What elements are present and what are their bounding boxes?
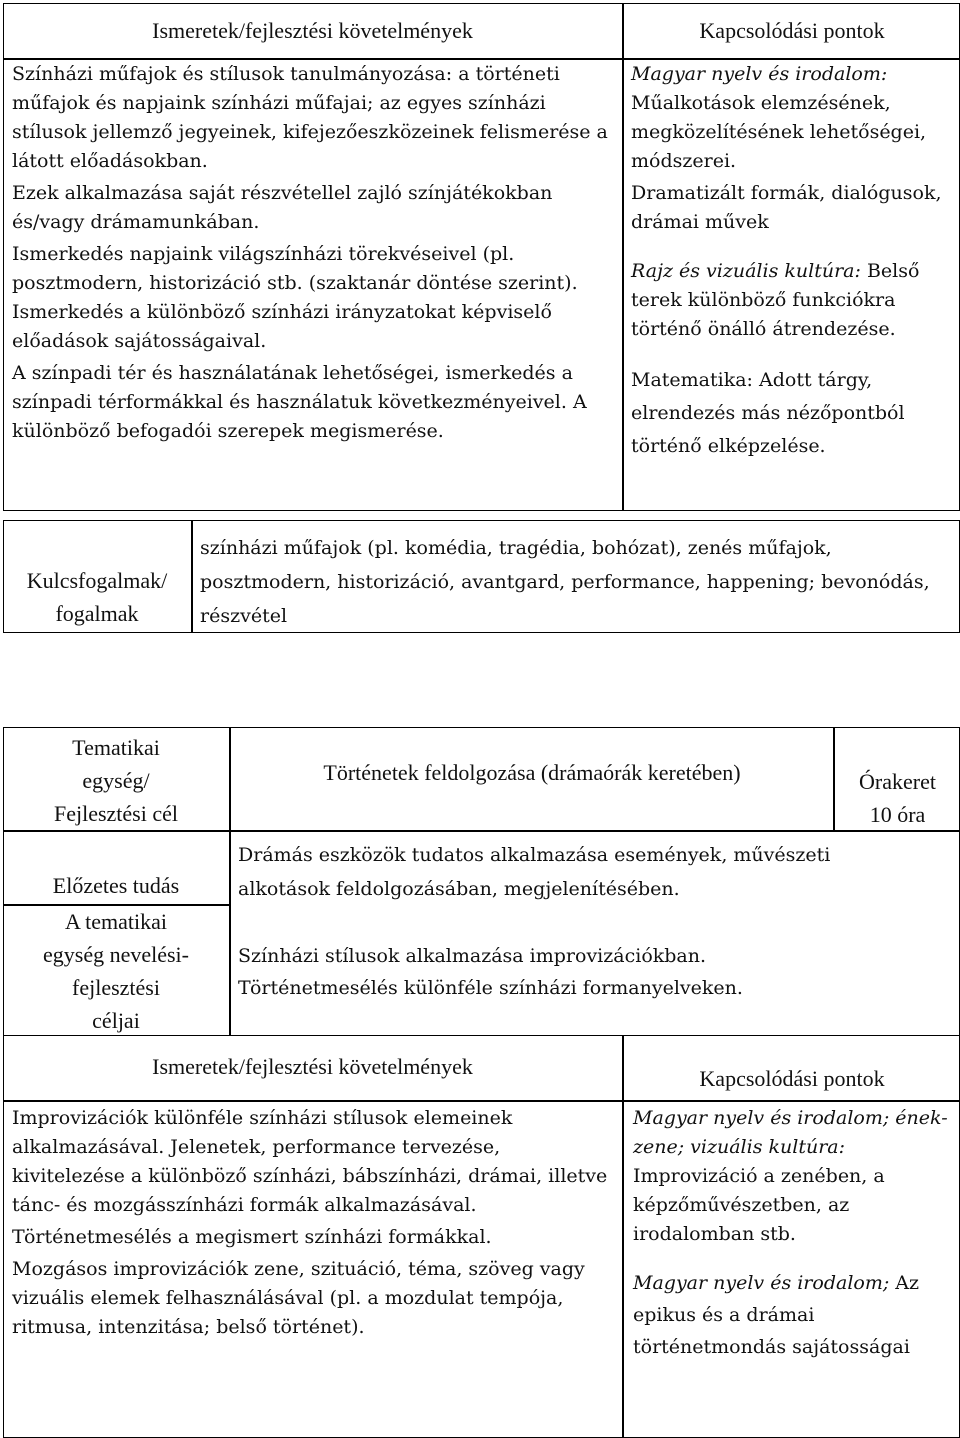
connection-item	[631, 179, 955, 237]
section2-left-header: Ismeretek/fejlesztési követelmények	[152, 1054, 473, 1079]
goals-label-line: fejlesztési	[72, 975, 160, 1000]
unit-label	[3, 731, 229, 830]
goals-text	[238, 940, 938, 1004]
requirement-paragraph: A színpadi tér és használatának lehetőségei, ismerkedés a színpadi térformákkal és használatuk következményeivel. A különböző befogadói szerepek megismerése.	[12, 362, 587, 442]
connection-subject: Matematika:	[631, 369, 753, 391]
requirement-paragraph: Ezek alkalmazása saját részvétellel zajló színjátékokban és/vagy drámamunkában.	[12, 182, 553, 233]
keywords-text: színházi műfajok (pl. komédia, tragédia, bohózat), zenés műfajok, posztmodern, historizáció, avantgard, performance, happening; bevonódás, részvétel	[200, 537, 930, 627]
section1-left-header: Ismeretek/fejlesztési követelmények	[152, 18, 473, 43]
goals-label	[3, 905, 229, 1037]
hours-label: Órakeret	[859, 769, 936, 794]
goals-label-line: céljai	[92, 1008, 140, 1033]
connection-item	[633, 1267, 951, 1363]
requirement-paragraph: Ismerkedés napjaink világszínházi törekvéseivel (pl. posztmodern, historizáció stb. (szaktanár döntése szerint). Ismerkedés a különböző színházi irányzatokat képviselő előadások sajátosságaival.	[12, 243, 578, 352]
connection-item	[631, 60, 955, 176]
requirement-paragraph: Mozgásos improvizációk zene, szituáció, téma, szöveg vagy vizuális elemek felhasználásával (pl. a mozdulat tempója, ritmusa, intenzitása; belső történet).	[12, 1258, 585, 1338]
connection-text: Adott tárgy, elrendezés más nézőpontból történő elképzelése.	[631, 369, 905, 457]
goal-paragraph: Történetmesélés különféle színházi formanyelveken.	[238, 977, 743, 999]
connection-text: Az epikus és a drámai történetmondás sajátosságai	[633, 1272, 920, 1358]
keywords-label-line: Kulcsfogalmak/	[26, 568, 168, 593]
hours-value: 10 óra	[869, 802, 926, 827]
unit-hours	[835, 765, 960, 831]
section1-divider	[622, 3, 624, 511]
unit-row-rule	[3, 830, 960, 832]
connection-subject: Magyar nyelv és irodalom;	[633, 1272, 890, 1294]
connection-subject: Magyar nyelv és irodalom; ének-zene; vizuális kultúra:	[633, 1107, 948, 1158]
goals-label-line: egység nevelési-	[43, 942, 189, 967]
section2-requirements-text	[12, 1104, 614, 1345]
unit-label-line: Tematikai	[72, 735, 160, 760]
goals-label-line: A tematikai	[64, 909, 168, 934]
connection-text: Dramatizált formák, dialógusok, drámai művek	[631, 182, 942, 233]
requirement-paragraph: Improvizációk különféle színházi stílusok elemeinek alkalmazásával. Jelenetek, performance tervezése, kivitelezése a különböző színházi, bábszínházi, drámai, illetve tánc- és mozgásszínházi formák alkalmazásával.	[12, 1107, 608, 1216]
connection-text: Improvizáció a zenében, a képzőművészetben, az irodalomban stb.	[633, 1165, 885, 1245]
connection-text: Belső terek különböző funkciókra történő önálló átrendezése.	[631, 260, 920, 340]
connection-item	[633, 1104, 951, 1249]
connection-item	[631, 257, 955, 344]
unit-label-line: Fejlesztési cél	[53, 801, 178, 826]
requirement-paragraph: Színházi műfajok és stílusok tanulmányozása: a történeti műfajok és napjaink színházi műfajai; az egyes színházi stílusok jellemző jegyeinek, kifejezőeszközeinek felismerése a látott előadásokban.	[12, 63, 608, 172]
goal-paragraph: Színházi stílusok alkalmazása improvizációkban.	[238, 945, 707, 967]
connection-item	[631, 364, 955, 463]
connection-text: Műalkotások elemzésének, megközelítésének lehetőségei, módszerei.	[631, 92, 927, 172]
unit-label-line: egység/	[82, 768, 150, 793]
section2-divider	[622, 1036, 624, 1438]
requirement-paragraph: Történetmesélés a megismert színházi formákkal.	[12, 1226, 492, 1248]
prior-knowledge-label: Előzetes tudás	[52, 873, 180, 898]
section1-connections-text	[631, 60, 955, 466]
unit-title: Történetek feldolgozása (drámaórák keretében)	[323, 760, 741, 785]
section2-header-rule	[3, 1100, 960, 1102]
keywords-label	[3, 564, 191, 630]
prior-knowledge-text: Drámás eszközök tudatos alkalmazása események, művészeti alkotások feldolgozásában, megjelenítésében.	[238, 844, 831, 900]
section2-connections-text	[633, 1104, 951, 1366]
section1-requirements-text	[12, 60, 614, 449]
section1-right-header: Kapcsolódási pontok	[699, 18, 885, 43]
keywords-divider	[191, 520, 193, 633]
section2-right-header: Kapcsolódási pontok	[699, 1066, 885, 1091]
connection-subject: Rajz és vizuális kultúra:	[631, 260, 861, 282]
connection-subject: Magyar nyelv és irodalom:	[631, 63, 888, 85]
keywords-label-line: fogalmak	[55, 601, 139, 626]
